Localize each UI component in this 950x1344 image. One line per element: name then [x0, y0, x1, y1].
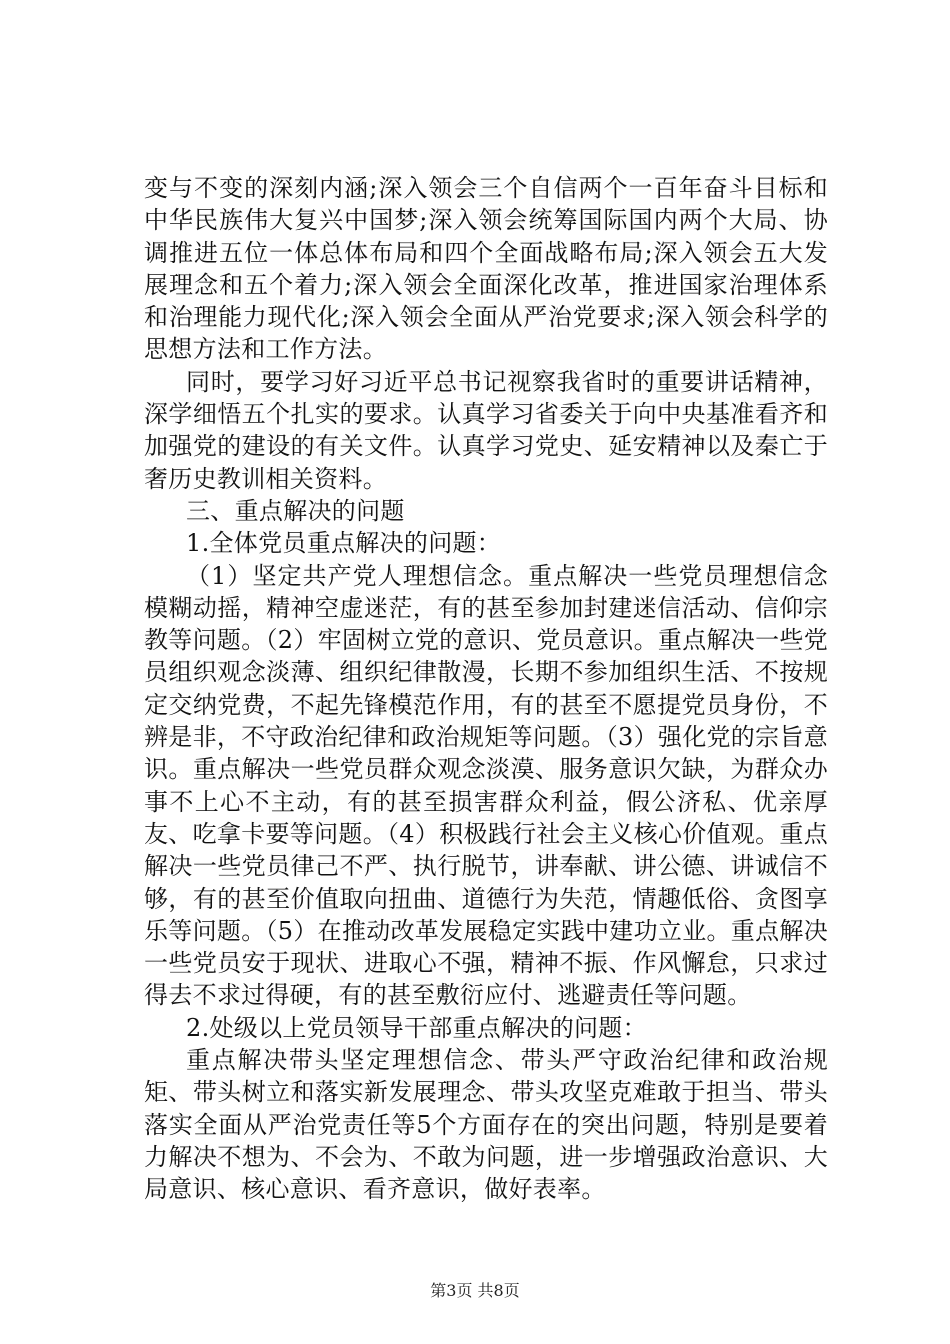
- section-heading: 三、重点解决的问题: [186, 496, 405, 525]
- page-number-footer: 第3页 共8页: [430, 1281, 520, 1300]
- subheading-2: 2.处级以上党员领导干部重点解决的问题：: [186, 1013, 647, 1042]
- paragraph-4: 重点解决带头坚定理想信念、带头严守政治纪律和政治规矩、带头树立和落实新发展理念、带头攻坚克难敢于担当、带头落实全面从严治党责任等5个方面存在的突出问题，特别是要着力解决不想为、不会为、不敢为问题，进一步增强政治意识、大局意识、核心意识、看齐意识，做好表率。: [144, 1046, 828, 1204]
- document-body: [144, 172, 828, 1206]
- subheading-1: 1.全体党员重点解决的问题：: [186, 529, 502, 558]
- paragraph-2: 同时，要学习好习近平总书记视察我省时的重要讲话精神，深学细悟五个扎实的要求。认真学习省委关于向中央基准看齐和加强党的建设的有关文件。认真学习党史、延安精神以及秦亡于奢历史教训相关资料。: [144, 367, 828, 493]
- paragraph-1: 变与不变的深刻内涵;深入领会三个自信两个一百年奋斗目标和中华民族伟大复兴中国梦;深入领会统筹国际国内两个大局、协调推进五位一体总体布局和四个全面战略布局;深入领会五大发展理念和五个着力;深入领会全面深化改革，推进国家治理体系和治理能力现代化;深入领会全面从严治党要求;深入领会科学的思想方法和工作方法。: [144, 174, 828, 364]
- paragraph-3: （1）坚定共产党人理想信念。重点解决一些党员理想信念模糊动摇，精神空虚迷茫，有的甚至参加封建迷信活动、信仰宗教等问题。（2）牢固树立党的意识、党员意识。重点解决一些党员组织观念淡薄、组织纪律散漫，长期不参加组织生活、不按规定交纳党费，不起先锋模范作用，有的甚至不愿提党员身份，不辨是非，不守政治纪律和政治规矩等问题。（3）强化党的宗旨意识。重点解决一些党员群众观念淡漠、服务意识欠缺，为群众办事不上心不主动，有的甚至损害群众利益，假公济私、优亲厚友、吃拿卡要等问题。（4）积极践行社会主义核心价值观。重点解决一些党员律己不严、执行脱节，讲奉献、讲公德、讲诚信不够，有的甚至价值取向扭曲、道德行为失范，情趣低俗、贪图享乐等问题。（5）在推动改革发展稳定实践中建功立业。重点解决一些党员安于现状、进取心不强，精神不振、作风懈怠，只求过得去不求过得硬，有的甚至敷衍应付、逃避责任等问题。: [144, 561, 828, 1010]
